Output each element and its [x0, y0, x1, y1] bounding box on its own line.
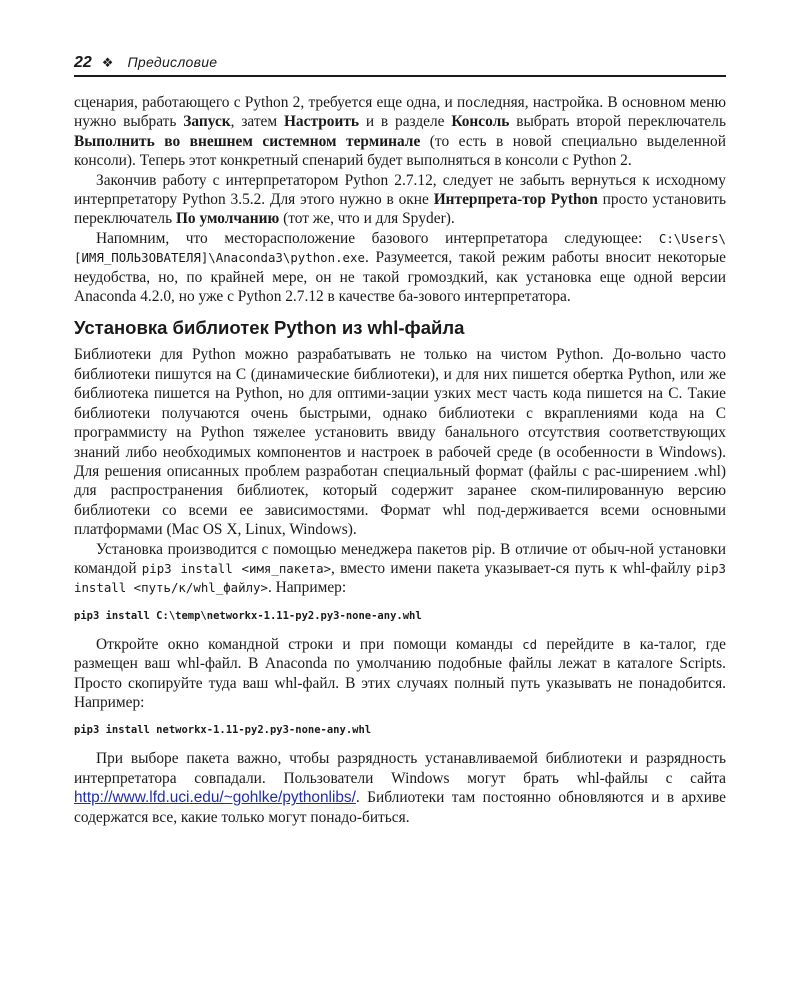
text: сценария, работающего с Python 2, требуется еще одна, и последняя, настройка. В основном меню нужно выбрать	[74, 94, 726, 131]
paragraph-6	[74, 635, 726, 713]
text: Закончив работу с интерпретатором Python 2.7.12, следует не забыть вернуться к исходному интерпретатору Python 3.5.2. Для этого нужно в окне	[74, 171, 726, 209]
pythonlibs-link[interactable]: http://www.lfd.uci.edu/~gohlke/pythonlibs/	[74, 789, 356, 807]
code-example-2: pip3 install networkx-1.11-py2.py3-none-any.whl	[74, 724, 372, 737]
text: Установка производится с помощью менеджера пакетов pip. В отличие от обыч-ной установки командой	[74, 540, 726, 577]
text: просто установить переключатель	[74, 191, 726, 228]
menu-term: Запуск	[183, 113, 231, 131]
text: Напомним, что месторасположение базового интерпретатора следующее:	[96, 229, 659, 247]
book-page	[74, 52, 726, 827]
paragraph-1	[74, 93, 726, 171]
page-body	[74, 93, 726, 827]
running-section-title: Предисловие	[127, 53, 218, 70]
menu-term: Консоль	[451, 113, 510, 131]
section-heading: Установка библиотек Python из whl-файла	[74, 317, 465, 339]
menu-term: Выполнить во внешнем системном терминале	[74, 132, 421, 150]
text: выбрать второй переключатель	[509, 113, 726, 131]
paragraph-3	[74, 229, 726, 307]
text: . Разумеется, такой режим работы вносит некоторые неудобства, но, по крайней мере, он не такой громоздкий, как установка еще одной версии Anaconda 4.2.0, но уже с Python 2.7.12 в качестве ба-зового интерпретатора.	[74, 249, 726, 306]
text: . Библиотеки там постоянно обновляются и в архиве содержатся все, какие только могут понадо-биться.	[74, 789, 726, 826]
text: перейдите в ка-талог, где размещен ваш whl-файл. В Anaconda по умолчанию подобные файлы лежат в каталоге Scripts. Просто скопируйте туда ваш whl-файл. В этих случаях полный путь указывать не понадобится. Например:	[74, 635, 726, 711]
inline-code: cd	[522, 636, 538, 652]
menu-term: Настроить	[283, 113, 360, 131]
paragraph-5	[74, 540, 726, 598]
code-example-1: pip3 install C:\temp\networkx-1.11-py2.py3-none-any.whl	[74, 609, 422, 622]
text: . Например:	[267, 579, 347, 597]
paragraph-7	[74, 749, 726, 827]
text: Откройте окно командной строки и при помощи команды	[96, 635, 523, 653]
inline-code: pip3 install <имя_пакета>	[141, 560, 332, 576]
inline-code: pip3 install <путь/к/whl_файлу>	[74, 560, 726, 596]
paragraph-4: Библиотеки для Python можно разрабатывать не только на чистом Python. До-вольно часто библиотеки пишутся на С (динамические библиотеки), и для них пишется обертка Python, или же библиотека пишется на Python, но для оптими-зации узких мест часть кода пишется на С. Такие библиотеки получаются очень быстрыми, однако библиотеки с вкраплениями кода на С программисту на Python тяжелее установить ввиду банального отсутствия соответствующих знаний либо необходимых компонентов и настроек в рабочей среде (в особенности в Windows). Для решения описанных проблем разработан специальный формат (файлы с рас-ширением .whl) для распространения библиотек, который содержит заранее ском-пилированную версию библиотеки со всеми ее зависимостями. Формат whl под-держивается всеми основными платформами (Mac OS X, Linux, Windows).	[74, 346, 726, 539]
diamond-ornament-icon: ❖	[101, 54, 114, 70]
menu-term: По умолчанию	[175, 210, 280, 228]
menu-term: Интерпрета-тор Python	[433, 191, 598, 209]
running-header	[74, 52, 726, 77]
paragraph-2	[74, 171, 726, 229]
text: и в разделе	[359, 113, 452, 131]
text: При выборе пакета важно, чтобы разрядность устанавливаемой библиотеки и разрядность интерпретатора совпадали. Пользователи Windows могут брать whl-файлы с сайта	[74, 750, 726, 787]
text: (тот же, что и для Spyder).	[279, 210, 455, 228]
inline-code-path: C:\Users\[ИМЯ_ПОЛЬЗОВАТЕЛЯ]\Anaconda3\python.exe	[74, 230, 726, 266]
text: , вместо имени пакета указывает-ся путь к whl-файлу	[331, 559, 697, 577]
text: , затем	[230, 113, 284, 131]
page-number: 22	[74, 53, 92, 71]
text: (то есть в новой специально выделенной консоли). Теперь этот конкретный спенарий будет выполняться в консоли с Python 2.	[74, 132, 726, 170]
